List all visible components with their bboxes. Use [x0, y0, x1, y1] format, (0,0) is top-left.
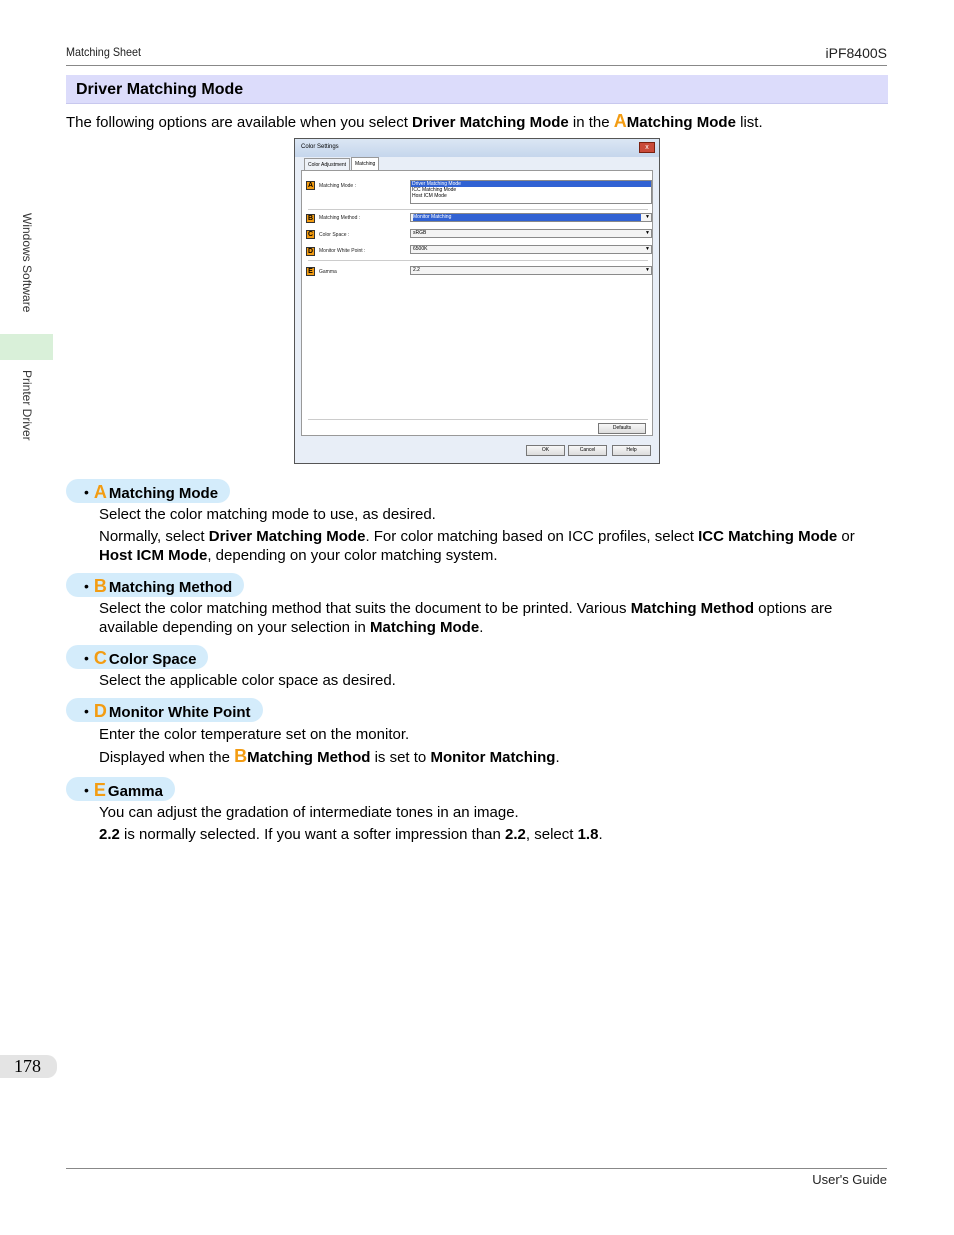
badge-d: D	[307, 248, 314, 255]
intro-text-3: list.	[735, 114, 763, 131]
intro-bold-2: Matching Mode	[626, 114, 736, 131]
text-run: options are available depending on your selection in	[99, 600, 833, 636]
letter-badge: B	[93, 576, 107, 596]
chevron-down-icon: ▼	[645, 230, 650, 236]
matching-method-select[interactable]	[410, 213, 652, 222]
header-divider	[66, 65, 887, 66]
side-tab-printer-driver: Printer Driver	[20, 370, 34, 441]
item-heading-matching-mode	[66, 479, 230, 503]
footer-divider	[66, 1168, 887, 1169]
gamma-label: Gamma	[319, 269, 337, 275]
bullet-icon: •	[84, 703, 89, 719]
bullet-icon: •	[84, 484, 89, 500]
chevron-down-icon: ▼	[645, 246, 650, 252]
running-header-left: Matching Sheet	[66, 45, 142, 59]
text-run: Displayed when the	[99, 749, 235, 766]
badge-c: C	[307, 231, 314, 238]
bold-run: Host ICM Mode	[99, 547, 208, 564]
section-title-bar	[66, 75, 888, 104]
text-run: Normally, select	[99, 528, 209, 545]
item-title: Color Space	[108, 651, 197, 668]
text-run: . For color matching based on ICC profiles, select	[365, 528, 699, 545]
bullet-icon: •	[84, 578, 89, 594]
bullet-icon: •	[84, 650, 89, 666]
gamma-select[interactable]	[410, 266, 652, 275]
page-number: 178	[0, 1055, 57, 1078]
defaults-button[interactable]: Defaults	[598, 423, 646, 434]
dialog-title: Color Settings	[301, 144, 339, 150]
item-a-paragraph	[99, 527, 891, 565]
badge-e: E	[306, 267, 315, 276]
white-point-value: 6500K	[413, 246, 428, 252]
white-point-select[interactable]	[410, 245, 652, 254]
letter-badge: D	[93, 701, 107, 721]
text-run: .	[555, 749, 560, 766]
text-run: , select	[525, 826, 578, 843]
running-header-right: iPF8400S	[825, 45, 887, 61]
matching-method-label: Matching Method :	[319, 215, 361, 221]
tab-matching[interactable]: Matching	[351, 157, 379, 171]
chevron-down-icon: ▼	[645, 267, 650, 273]
matching-mode-list[interactable]	[410, 180, 652, 204]
color-space-label: Color Space :	[319, 232, 350, 238]
item-e-paragraph	[99, 825, 891, 844]
item-d-paragraph	[99, 747, 891, 767]
text-run: Select the color matching method that suits the document to be printed. Various	[99, 600, 631, 617]
bold-run: Driver Matching Mode	[208, 528, 366, 545]
item-a-line-1: Select the color matching mode to use, as desired.	[99, 506, 436, 523]
ok-button[interactable]: OK	[526, 445, 565, 456]
color-settings-dialog	[294, 138, 660, 464]
item-heading-gamma	[66, 777, 175, 801]
intro-text-2: in the	[568, 114, 614, 131]
white-point-label: Monitor White Point :	[319, 248, 366, 254]
text-run: is normally selected. If you want a softer impression than	[119, 826, 506, 843]
bold-run: 1.8	[577, 826, 599, 843]
item-b-paragraph	[99, 599, 891, 637]
item-title: Matching Mode	[108, 485, 219, 502]
item-c-line-1: Select the applicable color space as desired.	[99, 672, 396, 689]
panel-divider	[308, 419, 648, 420]
badge-b: B	[307, 215, 314, 222]
letter-badge: A	[93, 482, 107, 502]
intro-text-1: The following options are available when you select	[66, 114, 413, 131]
text-run: or	[837, 528, 855, 545]
bold-run: Matching Method	[630, 600, 755, 617]
intro-letter-badge: A	[613, 111, 627, 131]
running-footer-right: User's Guide	[812, 1172, 887, 1187]
letter-badge: C	[93, 648, 107, 668]
dialog-title-bar	[295, 139, 659, 157]
item-heading-monitor-white-point	[66, 698, 263, 722]
matching-mode-label: Matching Mode :	[319, 183, 356, 189]
item-e-line-1: You can adjust the gradation of intermediate tones in an image.	[99, 804, 519, 821]
bold-run: ICC Matching Mode	[698, 528, 838, 545]
item-d-line-1: Enter the color temperature set on the monitor.	[99, 726, 410, 743]
tab-color-adjustment[interactable]: Color Adjustment	[304, 158, 350, 170]
letter-badge: E	[93, 780, 106, 800]
list-item[interactable]: Driver Matching Mode	[411, 181, 651, 187]
badge-a: A	[307, 182, 314, 189]
panel-divider	[308, 260, 648, 261]
item-title: Gamma	[107, 783, 163, 800]
bold-run: 2.2	[99, 826, 120, 843]
close-icon[interactable]: x	[639, 142, 655, 153]
section-title: Driver Matching Mode	[76, 81, 244, 98]
bold-run: Matching Mode	[370, 619, 480, 636]
help-button[interactable]: Help	[612, 445, 651, 456]
color-space-value: sRGB	[413, 230, 427, 236]
letter-badge: B	[234, 746, 248, 766]
list-item[interactable]: Host ICM Mode	[412, 193, 447, 199]
side-tab-windows-software: Windows Software	[20, 213, 34, 313]
chevron-down-icon: ▼	[645, 214, 650, 220]
color-space-select[interactable]	[410, 229, 652, 238]
matching-panel	[301, 170, 653, 436]
intro-paragraph	[66, 111, 763, 132]
text-run: .	[479, 619, 484, 636]
intro-bold-1: Driver Matching Mode	[412, 114, 569, 131]
item-title: Monitor White Point	[108, 704, 251, 721]
text-run: is set to	[370, 749, 431, 766]
cancel-button[interactable]: Cancel	[568, 445, 607, 456]
bold-run: 2.2	[505, 826, 526, 843]
list-item[interactable]: ICC Matching Mode	[412, 187, 457, 193]
bold-run: Matching Method	[247, 749, 371, 766]
text-run: , depending on your color matching system.	[207, 547, 498, 564]
side-tab-marker	[0, 334, 53, 360]
item-heading-matching-method	[66, 573, 244, 597]
bold-run: Monitor Matching	[430, 749, 556, 766]
item-title: Matching Method	[108, 579, 233, 596]
bullet-icon: •	[84, 782, 89, 798]
text-run: .	[598, 826, 603, 843]
matching-method-value: Monitor Matching	[413, 214, 641, 221]
panel-divider	[308, 209, 648, 210]
item-heading-color-space	[66, 645, 208, 669]
gamma-value: 2.2	[413, 267, 420, 273]
